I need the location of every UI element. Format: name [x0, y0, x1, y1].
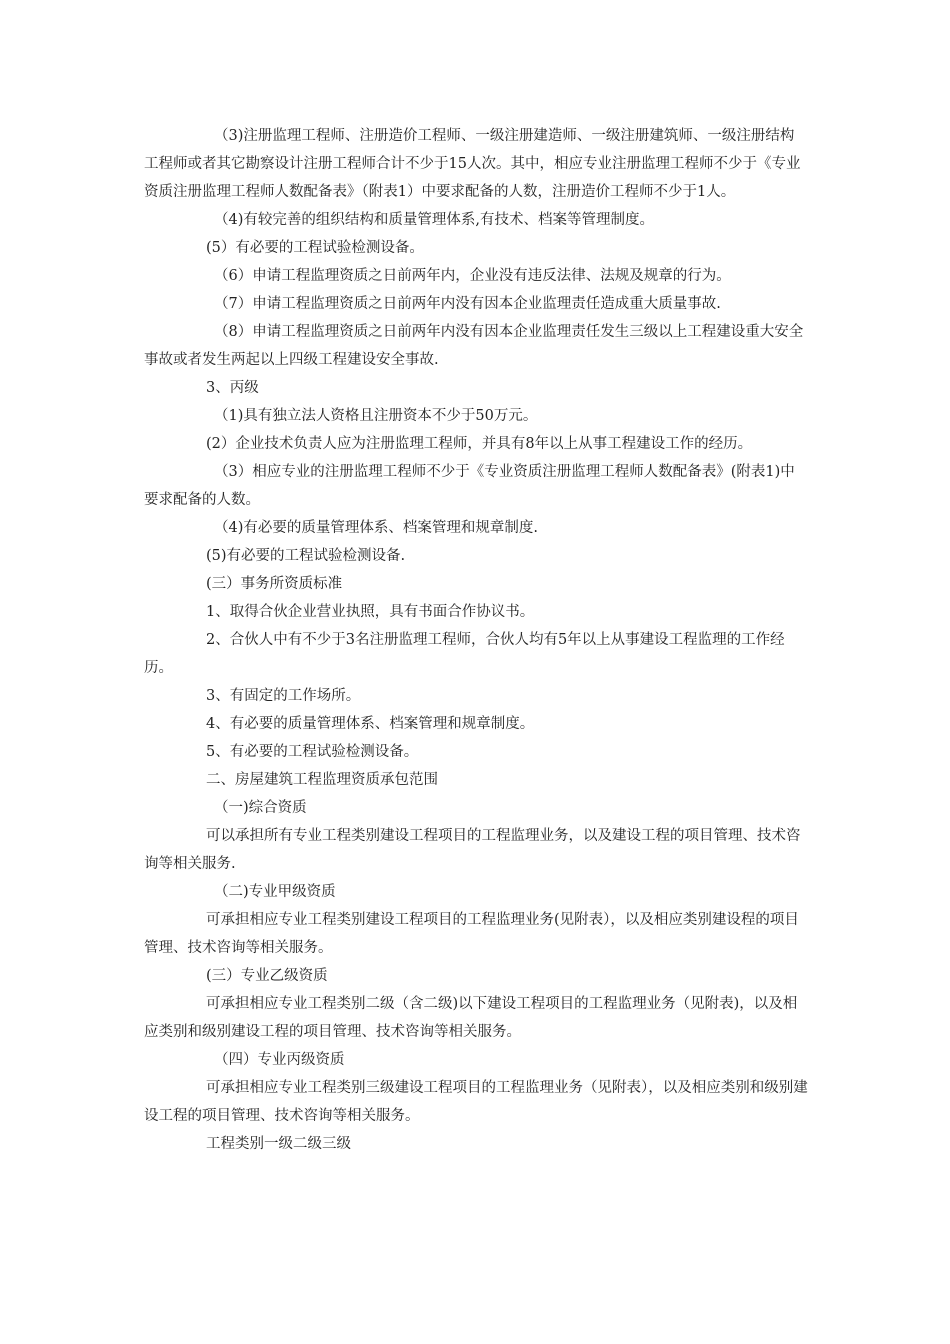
- section-heading: (三）专业乙级资质: [206, 968, 328, 984]
- paragraph: （1)具有独立法人资格且注册资本不少于50万元。: [214, 408, 538, 424]
- paragraph: 2、合伙人中有不少于3名注册监理工程师，合伙人均有5年以上从事建设工程监理的工作经历。: [144, 632, 785, 676]
- paragraph: （3）相应专业的注册监理工程师不少于《专业资质注册监理工程师人数配备表》(附表1)中要求配备的人数。: [144, 464, 795, 508]
- paragraph: （7）申请工程监理资质之日前两年内没有因本企业监理责任造成重大质量事故.: [214, 296, 721, 312]
- paragraph: 4、有必要的质量管理体系、档案管理和规章制度。: [206, 716, 535, 732]
- paragraph: 5、有必要的工程试验检测设备。: [206, 744, 419, 760]
- paragraph: 可承担相应专业工程类别三级建设工程项目的工程监理业务（见附表），以及相应类别和级别建设工程的项目管理、技术咨询等相关服务。: [144, 1080, 808, 1124]
- section-heading: (三）事务所资质标准: [206, 576, 343, 592]
- paragraph: 1、取得合伙企业营业执照，具有书面合作协议书。: [206, 604, 535, 620]
- paragraph: 3、有固定的工作场所。: [206, 688, 361, 704]
- paragraph: (2）企业技术负责人应为注册监理工程师，并具有8年以上从事工程建设工作的经历。: [206, 436, 753, 452]
- paragraph: （4)有较完善的组织结构和质量管理体系,有技术、档案等管理制度。: [214, 212, 654, 228]
- paragraph: （3)注册监理工程师、注册造价工程师、一级注册建造师、一级注册建筑师、一级注册结构工程师或者其它勘察设计注册工程师合计不少于15人次。其中，相应专业注册监理工程师不少于《专业资质注册监理工程师人数配备表》（附表1）中要求配备的人数，注册造价工程师不少于1人。: [144, 128, 801, 200]
- paragraph: （8）申请工程监理资质之日前两年内没有因本企业监理责任发生三级以上工程建设重大安全事故或者发生两起以上四级工程建设安全事故.: [144, 324, 804, 368]
- paragraph: (5）有必要的工程试验检测设备。: [206, 240, 424, 256]
- table-header-line: 工程类别一级二级三级: [206, 1136, 351, 1152]
- section-heading: （二)专业甲级资质: [214, 884, 336, 900]
- paragraph: （4)有必要的质量管理体系、档案管理和规章制度.: [214, 520, 538, 536]
- paragraph: 可承担相应专业工程类别建设工程项目的工程监理业务(见附表），以及相应类别建设程的项目管理、技术咨询等相关服务。: [144, 912, 799, 956]
- section-heading: （一)综合资质: [214, 800, 307, 816]
- paragraph: 可以承担所有专业工程类别建设工程项目的工程监理业务，以及建设工程的项目管理、技术咨询等相关服务.: [144, 828, 801, 872]
- paragraph: (5)有必要的工程试验检测设备.: [206, 548, 406, 564]
- section-heading: 二、房屋建筑工程监理资质承包范围: [206, 772, 438, 788]
- paragraph: （6）申请工程监理资质之日前两年内，企业没有违反法律、法规及规章的行为。: [214, 268, 731, 284]
- section-heading: （四）专业丙级资质: [214, 1052, 345, 1068]
- document-body: [144, 122, 808, 1158]
- paragraph: 可承担相应专业工程类别二级（含二级)以下建设工程项目的工程监理业务（见附表)，以及相应类别和级别建设工程的项目管理、技术咨询等相关服务。: [144, 996, 798, 1040]
- paragraph: 3、丙级: [206, 380, 259, 396]
